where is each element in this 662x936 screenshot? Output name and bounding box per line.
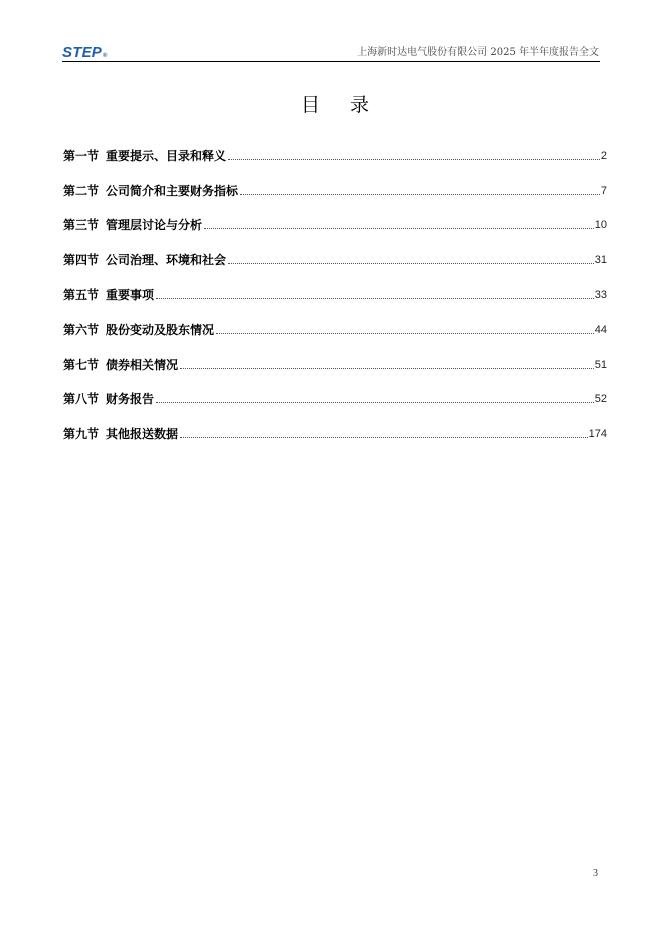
page-number: 3 bbox=[593, 868, 598, 879]
toc-section-number: 第五节 bbox=[63, 287, 100, 302]
toc-leader-dots bbox=[180, 368, 594, 369]
logo-text: STEP bbox=[62, 44, 102, 61]
toc-section-title: 公司治理、环境和社会 bbox=[106, 253, 227, 268]
toc-section-number: 第一节 bbox=[63, 148, 100, 163]
toc-page-number: 31 bbox=[594, 254, 607, 267]
toc-section-number: 第七节 bbox=[63, 357, 100, 372]
toc-page-number: 174 bbox=[588, 428, 607, 441]
toc-title: 目 录 bbox=[300, 94, 382, 116]
toc-entry-6[interactable] bbox=[63, 303, 607, 338]
toc-section-title: 其他报送数据 bbox=[106, 427, 179, 442]
toc-entry-2[interactable] bbox=[63, 164, 607, 199]
toc-entry-7[interactable] bbox=[63, 338, 607, 373]
header-divider bbox=[62, 61, 600, 62]
toc-section-number: 第三节 bbox=[63, 218, 100, 233]
toc-leader-dots bbox=[228, 159, 600, 160]
toc-section-title: 公司简介和主要财务指标 bbox=[106, 183, 239, 198]
toc-entry-5[interactable] bbox=[63, 268, 607, 303]
toc-section-number: 第八节 bbox=[63, 392, 100, 407]
toc-page-number: 2 bbox=[600, 149, 607, 162]
toc-section-title: 股份变动及股东情况 bbox=[106, 322, 215, 337]
toc-leader-dots bbox=[216, 333, 594, 334]
toc-leader-dots bbox=[204, 228, 594, 229]
toc-entry-8[interactable] bbox=[63, 373, 607, 408]
toc-section-title: 重要提示、目录和释义 bbox=[106, 148, 227, 163]
toc-entry-4[interactable] bbox=[63, 233, 607, 268]
toc-section-title: 债券相关情况 bbox=[106, 357, 179, 372]
document-title-header: 上海新时达电气股份有限公司 2025 年半年度报告全文 bbox=[357, 47, 599, 58]
toc-section-title: 管理层讨论与分析 bbox=[106, 218, 203, 233]
toc-leader-dots bbox=[156, 402, 594, 403]
toc-section-number: 第九节 bbox=[63, 427, 100, 442]
toc-page-number: 33 bbox=[594, 288, 607, 301]
toc-page-number: 44 bbox=[594, 323, 607, 336]
toc-leader-dots bbox=[228, 263, 594, 264]
toc-section-number: 第六节 bbox=[63, 322, 100, 337]
toc-section-title: 财务报告 bbox=[106, 392, 155, 407]
toc-leader-dots bbox=[240, 194, 600, 195]
toc-section-title: 重要事项 bbox=[106, 287, 155, 302]
table-of-contents bbox=[63, 129, 607, 442]
toc-page-number: 51 bbox=[594, 358, 607, 371]
toc-page-number: 52 bbox=[594, 393, 607, 406]
toc-leader-dots bbox=[156, 298, 594, 299]
toc-section-number: 第四节 bbox=[63, 253, 100, 268]
toc-page-number: 10 bbox=[594, 219, 607, 232]
toc-entry-1[interactable] bbox=[63, 129, 607, 164]
toc-entry-9[interactable] bbox=[63, 407, 607, 442]
toc-leader-dots bbox=[180, 437, 588, 438]
toc-page-number: 7 bbox=[600, 184, 607, 197]
toc-entry-3[interactable] bbox=[63, 199, 607, 234]
logo-registered-mark: ® bbox=[102, 53, 108, 59]
toc-section-number: 第二节 bbox=[63, 183, 100, 198]
